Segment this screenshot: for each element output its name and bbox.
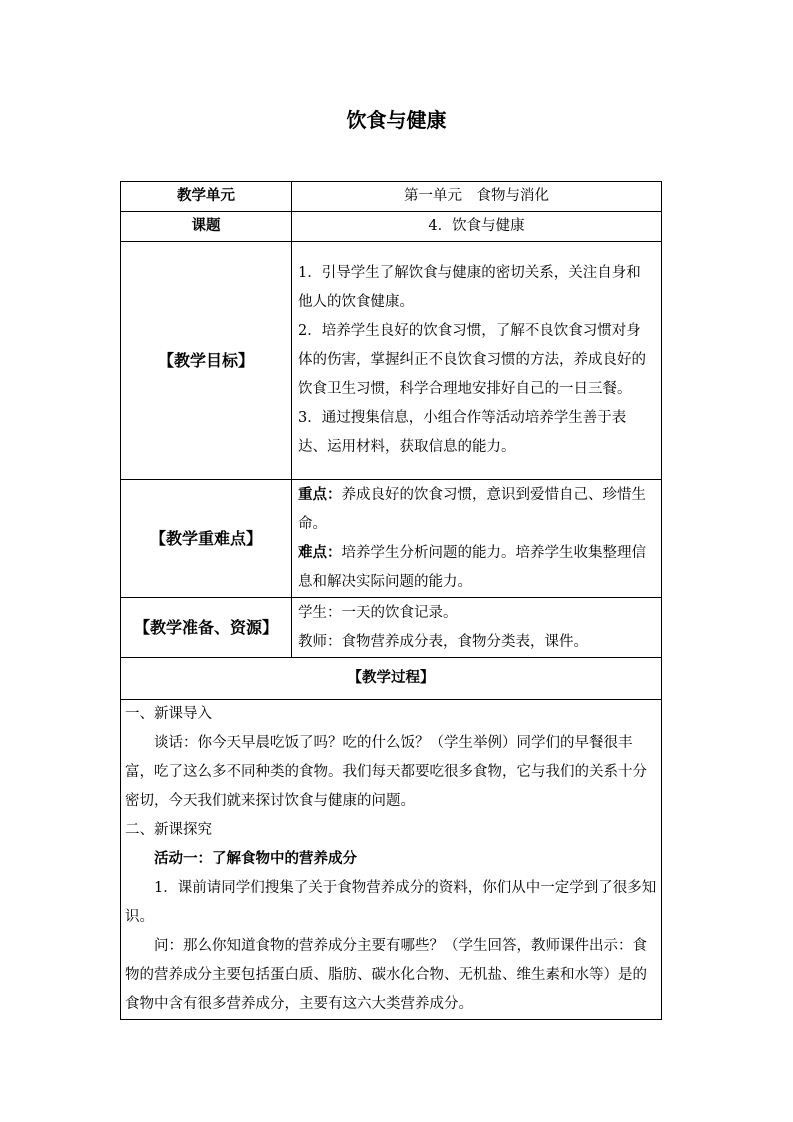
- goals-content: [292, 242, 662, 480]
- process-body: [121, 700, 662, 1020]
- difficult-point-label: 难点：: [298, 544, 342, 561]
- process-body-row: [121, 700, 662, 1020]
- unit-value: 第一单元 食物与消化: [292, 182, 662, 212]
- section-1-title: 一、新课导入: [125, 706, 212, 722]
- process-header-row: [121, 658, 662, 700]
- goal-item-1: 1．引导学生了解饮食与健康的密切关系，关注自身和他人的饮食健康。: [298, 265, 641, 310]
- goals-label: 【教学目标】: [121, 242, 292, 480]
- lesson-row: [121, 212, 662, 242]
- section-2-title: 二、新课探究: [125, 822, 212, 838]
- prep-label: 【教学准备、资源】: [121, 598, 292, 658]
- process-header: 【教学过程】: [121, 658, 662, 700]
- goals-row: [121, 242, 662, 480]
- key-point-text: 养成良好的饮食习惯，意识到爱惜自己、珍惜生命。: [298, 486, 646, 532]
- key-point-label: 重点：: [298, 486, 342, 503]
- prep-row: [121, 598, 662, 658]
- goal-item-3: 3．通过搜集信息，小组合作等活动培养学生善于表达、运用材料，获取信息的能力。: [298, 410, 627, 455]
- prep-student: 学生：一天的饮食记录。: [298, 604, 458, 621]
- difficult-point-text: 培养学生分析问题的能力。培养学生收集整理信息和解决实际问题的能力。: [298, 544, 646, 590]
- lesson-plan-table: [120, 181, 662, 1020]
- prep-content: [292, 598, 662, 658]
- goal-item-2: 2．培养学生良好的饮食习惯，了解不良饮食习惯对身体的伤害，掌握纠正不良饮食习惯的方法，养成良好的饮食卫生习惯，科学合理地安排好自己的一日三餐。: [298, 323, 646, 397]
- key-point: [298, 481, 655, 539]
- key-points-label: 【教学重难点】: [121, 480, 292, 598]
- activity-1-paragraph-2: 问：那么你知道食物的营养成分主要有哪些？（学生回答，教师课件出示：食物的营养成分主要包括蛋白质、脂肪、碳水化合物、无机盐、维生素和水等）是的食物中含有很多营养成分，主要有这六大类营养成分。: [125, 938, 647, 1012]
- document-title: 饮食与健康: [346, 108, 447, 132]
- section-1-text: 谈话：你今天早晨吃饭了吗？吃的什么饭？（学生举例）同学们的早餐很丰富，吃了这么多不同种类的食物。我们每天都要吃很多食物，它与我们的关系十分密切，今天我们就来探讨饮食与健康的问题。: [125, 735, 647, 809]
- lesson-label: 课题: [121, 212, 292, 242]
- prep-teacher: 教师：食物营养成分表，食物分类表，课件。: [298, 633, 588, 650]
- key-points-row: [121, 480, 662, 598]
- lesson-value: 4．饮食与健康: [292, 212, 662, 242]
- activity-1-title: 活动一：了解食物中的营养成分: [154, 851, 357, 867]
- activity-1-paragraph-1: 1．课前请同学们搜集了关于食物营养成分的资料，你们从中一定学到了很多知识。: [125, 880, 657, 925]
- unit-row: [121, 182, 662, 212]
- difficult-point: [298, 539, 655, 597]
- unit-label: 教学单元: [121, 182, 292, 212]
- key-points-content: [292, 480, 662, 598]
